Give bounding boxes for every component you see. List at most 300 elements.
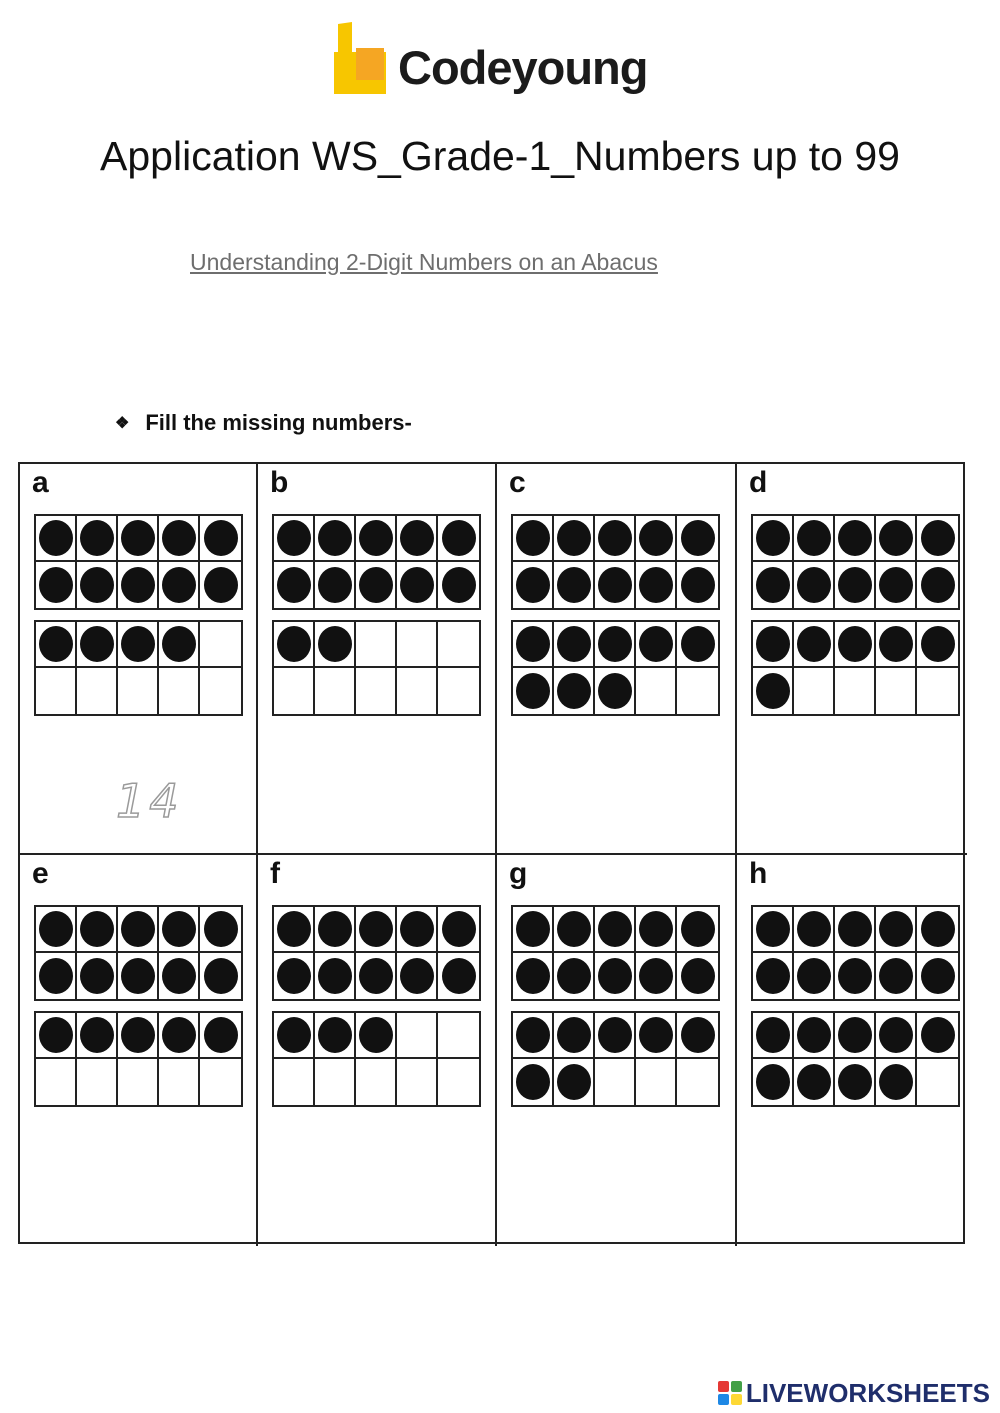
frame-box xyxy=(315,907,356,953)
frame-box xyxy=(36,1013,77,1059)
frame-box xyxy=(636,1013,677,1059)
frame-box xyxy=(397,516,438,562)
frame-box xyxy=(513,1013,554,1059)
ten-frame xyxy=(511,620,720,716)
frame-box xyxy=(274,953,315,999)
counter-dot xyxy=(797,520,831,556)
counter-dot xyxy=(318,958,352,994)
counter-dot xyxy=(557,520,591,556)
ten-frames xyxy=(34,905,243,1117)
counter-dot xyxy=(516,911,550,947)
frame-box xyxy=(36,516,77,562)
counter-dot xyxy=(557,911,591,947)
counter-dot xyxy=(516,520,550,556)
frame-box xyxy=(554,1059,595,1105)
frame-box xyxy=(397,668,438,714)
counter-dot xyxy=(756,567,790,603)
ten-frame xyxy=(272,514,481,610)
frame-box xyxy=(917,622,958,668)
frame-box xyxy=(876,1013,917,1059)
frame-box xyxy=(397,622,438,668)
frame-box xyxy=(835,668,876,714)
counter-dot xyxy=(756,520,790,556)
frame-box xyxy=(200,907,241,953)
frame-box xyxy=(159,1059,200,1105)
frame-box xyxy=(677,622,718,668)
frame-box xyxy=(438,668,479,714)
counter-dot xyxy=(121,626,155,662)
ten-frames xyxy=(751,905,960,1117)
counter-dot xyxy=(318,520,352,556)
counter-dot xyxy=(516,1017,550,1053)
frame-box xyxy=(835,562,876,608)
frame-box xyxy=(876,516,917,562)
frame-box xyxy=(356,668,397,714)
frame-box xyxy=(159,953,200,999)
frame-box xyxy=(595,907,636,953)
frame-box xyxy=(753,907,794,953)
frame-box xyxy=(835,1059,876,1105)
frame-box xyxy=(835,622,876,668)
counter-dot xyxy=(121,958,155,994)
counter-dot xyxy=(516,626,550,662)
frame-box xyxy=(876,907,917,953)
frame-box xyxy=(438,516,479,562)
frame-box xyxy=(636,622,677,668)
counter-dot xyxy=(879,958,913,994)
instruction-text: Fill the missing numbers- xyxy=(145,410,412,435)
frame-box xyxy=(200,516,241,562)
ten-frame xyxy=(34,620,243,716)
counter-dot xyxy=(80,1017,114,1053)
ten-frame xyxy=(751,905,960,1001)
ten-frame xyxy=(511,905,720,1001)
counter-dot xyxy=(204,958,238,994)
counter-dot xyxy=(359,1017,393,1053)
frame-box xyxy=(876,1059,917,1105)
counter-dot xyxy=(80,626,114,662)
frame-box xyxy=(677,1059,718,1105)
counter-dot xyxy=(39,911,73,947)
counter-dot xyxy=(442,911,476,947)
frame-box xyxy=(835,516,876,562)
counter-dot xyxy=(516,567,550,603)
frame-box xyxy=(356,622,397,668)
counter-dot xyxy=(921,626,955,662)
counter-dot xyxy=(318,567,352,603)
frame-box xyxy=(794,1013,835,1059)
liveworksheets-icon-square xyxy=(731,1394,742,1405)
problem-cell-d xyxy=(737,464,967,855)
counter-dot xyxy=(756,626,790,662)
problem-cell-b xyxy=(258,464,497,855)
frame-box xyxy=(513,622,554,668)
frame-box xyxy=(513,907,554,953)
counter-dot xyxy=(598,958,632,994)
brand-name: Codeyoung xyxy=(398,41,648,94)
frame-box xyxy=(636,907,677,953)
counter-dot xyxy=(797,958,831,994)
counter-dot xyxy=(756,911,790,947)
frame-box xyxy=(876,668,917,714)
frame-box xyxy=(159,622,200,668)
ten-frame xyxy=(34,514,243,610)
ten-frame xyxy=(34,1011,243,1107)
problem-cell-f xyxy=(258,855,497,1246)
frame-box xyxy=(274,668,315,714)
counter-dot xyxy=(598,567,632,603)
liveworksheets-icon-square xyxy=(718,1394,729,1405)
problem-letter: c xyxy=(509,466,526,499)
liveworksheets-icon-square xyxy=(718,1381,729,1392)
counter-dot xyxy=(557,1017,591,1053)
counter-dot xyxy=(879,1064,913,1100)
counter-dot xyxy=(639,958,673,994)
counter-dot xyxy=(797,567,831,603)
ten-frames xyxy=(272,905,481,1117)
counter-dot xyxy=(121,911,155,947)
counter-dot xyxy=(879,626,913,662)
frame-box xyxy=(917,953,958,999)
frame-box xyxy=(274,1013,315,1059)
frame-box xyxy=(753,562,794,608)
frame-box xyxy=(397,907,438,953)
frame-box xyxy=(118,1013,159,1059)
frame-box xyxy=(36,622,77,668)
problem-letter: b xyxy=(270,466,289,499)
frame-box xyxy=(677,562,718,608)
liveworksheets-icon xyxy=(718,1381,742,1405)
ten-frame xyxy=(272,620,481,716)
counter-dot xyxy=(598,1017,632,1053)
frame-box xyxy=(36,953,77,999)
frame-box xyxy=(753,622,794,668)
frame-box xyxy=(315,1013,356,1059)
ten-frame xyxy=(751,620,960,716)
frame-box xyxy=(397,1059,438,1105)
counter-dot xyxy=(516,1064,550,1100)
counter-dot xyxy=(277,1017,311,1053)
frame-box xyxy=(636,953,677,999)
frame-box xyxy=(315,562,356,608)
counter-dot xyxy=(681,626,715,662)
frame-box xyxy=(677,907,718,953)
counter-dot xyxy=(204,520,238,556)
frame-box xyxy=(36,668,77,714)
diamond-bullet-icon: ❖ xyxy=(115,415,130,432)
frame-box xyxy=(36,562,77,608)
counter-dot xyxy=(400,958,434,994)
frame-box xyxy=(274,622,315,668)
counter-dot xyxy=(39,626,73,662)
problem-letter: d xyxy=(749,466,768,499)
frame-box xyxy=(554,953,595,999)
frame-box xyxy=(438,953,479,999)
counter-dot xyxy=(557,626,591,662)
problem-letter: g xyxy=(509,857,528,890)
frame-box xyxy=(200,562,241,608)
counter-dot xyxy=(359,567,393,603)
frame-box xyxy=(677,668,718,714)
frame-box xyxy=(438,1013,479,1059)
ten-frame xyxy=(272,905,481,1001)
frame-box xyxy=(159,668,200,714)
frame-box xyxy=(356,516,397,562)
frame-box xyxy=(794,516,835,562)
counter-dot xyxy=(598,911,632,947)
counter-dot xyxy=(797,911,831,947)
frame-box xyxy=(636,1059,677,1105)
frame-box xyxy=(200,953,241,999)
frame-box xyxy=(513,562,554,608)
problem-cell-c xyxy=(497,464,737,855)
ten-frame xyxy=(34,905,243,1001)
frame-box xyxy=(315,953,356,999)
ten-frames xyxy=(34,514,243,726)
counter-dot xyxy=(204,911,238,947)
frame-box xyxy=(77,668,118,714)
counter-dot xyxy=(442,520,476,556)
frame-box xyxy=(118,953,159,999)
counter-dot xyxy=(162,567,196,603)
frame-box xyxy=(438,622,479,668)
frame-box xyxy=(876,562,917,608)
counter-dot xyxy=(598,626,632,662)
frame-box xyxy=(118,622,159,668)
frame-box xyxy=(595,516,636,562)
frame-box xyxy=(274,562,315,608)
frame-box xyxy=(438,1059,479,1105)
ten-frame xyxy=(751,514,960,610)
ten-frame xyxy=(272,1011,481,1107)
frame-box xyxy=(595,562,636,608)
counter-dot xyxy=(879,1017,913,1053)
frame-box xyxy=(554,516,595,562)
frame-box xyxy=(636,668,677,714)
problem-cell-e xyxy=(20,855,258,1246)
frame-box xyxy=(917,1013,958,1059)
ten-frames xyxy=(511,905,720,1117)
counter-dot xyxy=(277,520,311,556)
problem-letter: h xyxy=(749,857,768,890)
counter-dot xyxy=(756,1064,790,1100)
instruction xyxy=(115,410,412,436)
frame-box xyxy=(554,622,595,668)
counter-dot xyxy=(400,520,434,556)
frame-box xyxy=(397,953,438,999)
counter-dot xyxy=(879,911,913,947)
counter-dot xyxy=(838,626,872,662)
frame-box xyxy=(554,562,595,608)
counter-dot xyxy=(838,1017,872,1053)
frame-box xyxy=(36,907,77,953)
frame-box xyxy=(315,516,356,562)
frame-box xyxy=(794,1059,835,1105)
frame-box xyxy=(513,953,554,999)
counter-dot xyxy=(639,911,673,947)
frame-box xyxy=(677,1013,718,1059)
frame-box xyxy=(77,516,118,562)
frame-box xyxy=(835,907,876,953)
counter-dot xyxy=(838,1064,872,1100)
counter-dot xyxy=(681,520,715,556)
frame-box xyxy=(159,907,200,953)
counter-dot xyxy=(277,911,311,947)
frame-box xyxy=(438,562,479,608)
frame-box xyxy=(200,622,241,668)
frame-box xyxy=(835,1013,876,1059)
counter-dot xyxy=(921,567,955,603)
counter-dot xyxy=(39,958,73,994)
frame-box xyxy=(794,562,835,608)
ten-frames xyxy=(272,514,481,726)
frame-box xyxy=(554,907,595,953)
frame-box xyxy=(794,622,835,668)
frame-box xyxy=(636,516,677,562)
frame-box xyxy=(77,562,118,608)
counter-dot xyxy=(557,567,591,603)
counter-dot xyxy=(318,911,352,947)
liveworksheets-icon-square xyxy=(731,1381,742,1392)
frame-box xyxy=(438,907,479,953)
frame-box xyxy=(356,1013,397,1059)
frame-box xyxy=(513,1059,554,1105)
frame-box xyxy=(595,953,636,999)
counter-dot xyxy=(838,911,872,947)
counter-dot xyxy=(204,1017,238,1053)
frame-box xyxy=(753,668,794,714)
counter-dot xyxy=(359,958,393,994)
frame-box xyxy=(77,907,118,953)
counter-dot xyxy=(277,958,311,994)
problem-cell-h xyxy=(737,855,967,1246)
frame-box xyxy=(77,622,118,668)
counter-dot xyxy=(162,911,196,947)
counter-dot xyxy=(162,1017,196,1053)
worksheet-title: Application WS_Grade-1_Numbers up to 99 xyxy=(100,133,900,179)
frame-box xyxy=(77,1059,118,1105)
codeyoung-logo-icon xyxy=(330,22,390,102)
frame-box xyxy=(554,1013,595,1059)
counter-dot xyxy=(921,911,955,947)
frame-box xyxy=(917,907,958,953)
counter-dot xyxy=(277,626,311,662)
frame-box xyxy=(118,1059,159,1105)
frame-box xyxy=(876,622,917,668)
counter-dot xyxy=(80,911,114,947)
worksheet-subtitle-link[interactable]: Understanding 2-Digit Numbers on an Abacus xyxy=(190,249,658,275)
frame-box xyxy=(753,1059,794,1105)
counter-dot xyxy=(921,520,955,556)
counter-dot xyxy=(639,567,673,603)
counter-dot xyxy=(879,567,913,603)
counter-dot xyxy=(921,958,955,994)
counter-dot xyxy=(681,567,715,603)
counter-dot xyxy=(516,958,550,994)
frame-box xyxy=(397,1013,438,1059)
problem-letter: a xyxy=(32,466,49,499)
counter-dot xyxy=(756,1017,790,1053)
counter-dot xyxy=(80,520,114,556)
counter-dot xyxy=(598,520,632,556)
frame-box xyxy=(554,668,595,714)
frame-box xyxy=(753,1013,794,1059)
counter-dot xyxy=(359,520,393,556)
counter-dot xyxy=(162,626,196,662)
counter-dot xyxy=(797,1017,831,1053)
frame-box xyxy=(794,668,835,714)
liveworksheets-text: LIVEWORKSHEETS xyxy=(745,1377,990,1408)
counter-dot xyxy=(598,673,632,709)
frame-box xyxy=(876,953,917,999)
counter-dot xyxy=(921,1017,955,1053)
frame-box xyxy=(159,1013,200,1059)
problem-cell-a xyxy=(20,464,258,855)
counter-dot xyxy=(318,1017,352,1053)
frame-box xyxy=(753,953,794,999)
counter-dot xyxy=(756,673,790,709)
frame-box xyxy=(636,562,677,608)
frame-box xyxy=(917,668,958,714)
counter-dot xyxy=(121,567,155,603)
counter-dot xyxy=(557,958,591,994)
frame-box xyxy=(595,1059,636,1105)
ten-frame xyxy=(511,1011,720,1107)
answer-trace[interactable]: 14 xyxy=(116,774,183,828)
counter-dot xyxy=(879,520,913,556)
counter-dot xyxy=(39,567,73,603)
counter-dot xyxy=(442,567,476,603)
frame-box xyxy=(200,1013,241,1059)
codeyoung-logo xyxy=(330,22,680,104)
frame-box xyxy=(77,953,118,999)
frame-box xyxy=(77,1013,118,1059)
counter-dot xyxy=(681,1017,715,1053)
frame-box xyxy=(397,562,438,608)
frame-box xyxy=(595,668,636,714)
frame-box xyxy=(356,1059,397,1105)
frame-box xyxy=(513,516,554,562)
frame-box xyxy=(513,668,554,714)
ten-frames xyxy=(751,514,960,726)
frame-box xyxy=(274,907,315,953)
frame-box xyxy=(677,953,718,999)
counter-dot xyxy=(639,626,673,662)
counter-dot xyxy=(121,520,155,556)
counter-dot xyxy=(39,520,73,556)
frame-box xyxy=(118,562,159,608)
frame-box xyxy=(36,1059,77,1105)
counter-dot xyxy=(80,958,114,994)
frame-box xyxy=(917,562,958,608)
frame-box xyxy=(315,668,356,714)
frame-box xyxy=(595,622,636,668)
counter-dot xyxy=(318,626,352,662)
frame-box xyxy=(118,907,159,953)
counter-dot xyxy=(797,626,831,662)
frame-box xyxy=(835,953,876,999)
frame-box xyxy=(794,907,835,953)
problem-cell-g xyxy=(497,855,737,1246)
frame-box xyxy=(200,1059,241,1105)
frame-box xyxy=(159,516,200,562)
counter-dot xyxy=(121,1017,155,1053)
frame-box xyxy=(274,516,315,562)
frame-box xyxy=(356,953,397,999)
counter-dot xyxy=(681,911,715,947)
frame-box xyxy=(917,516,958,562)
counter-dot xyxy=(277,567,311,603)
